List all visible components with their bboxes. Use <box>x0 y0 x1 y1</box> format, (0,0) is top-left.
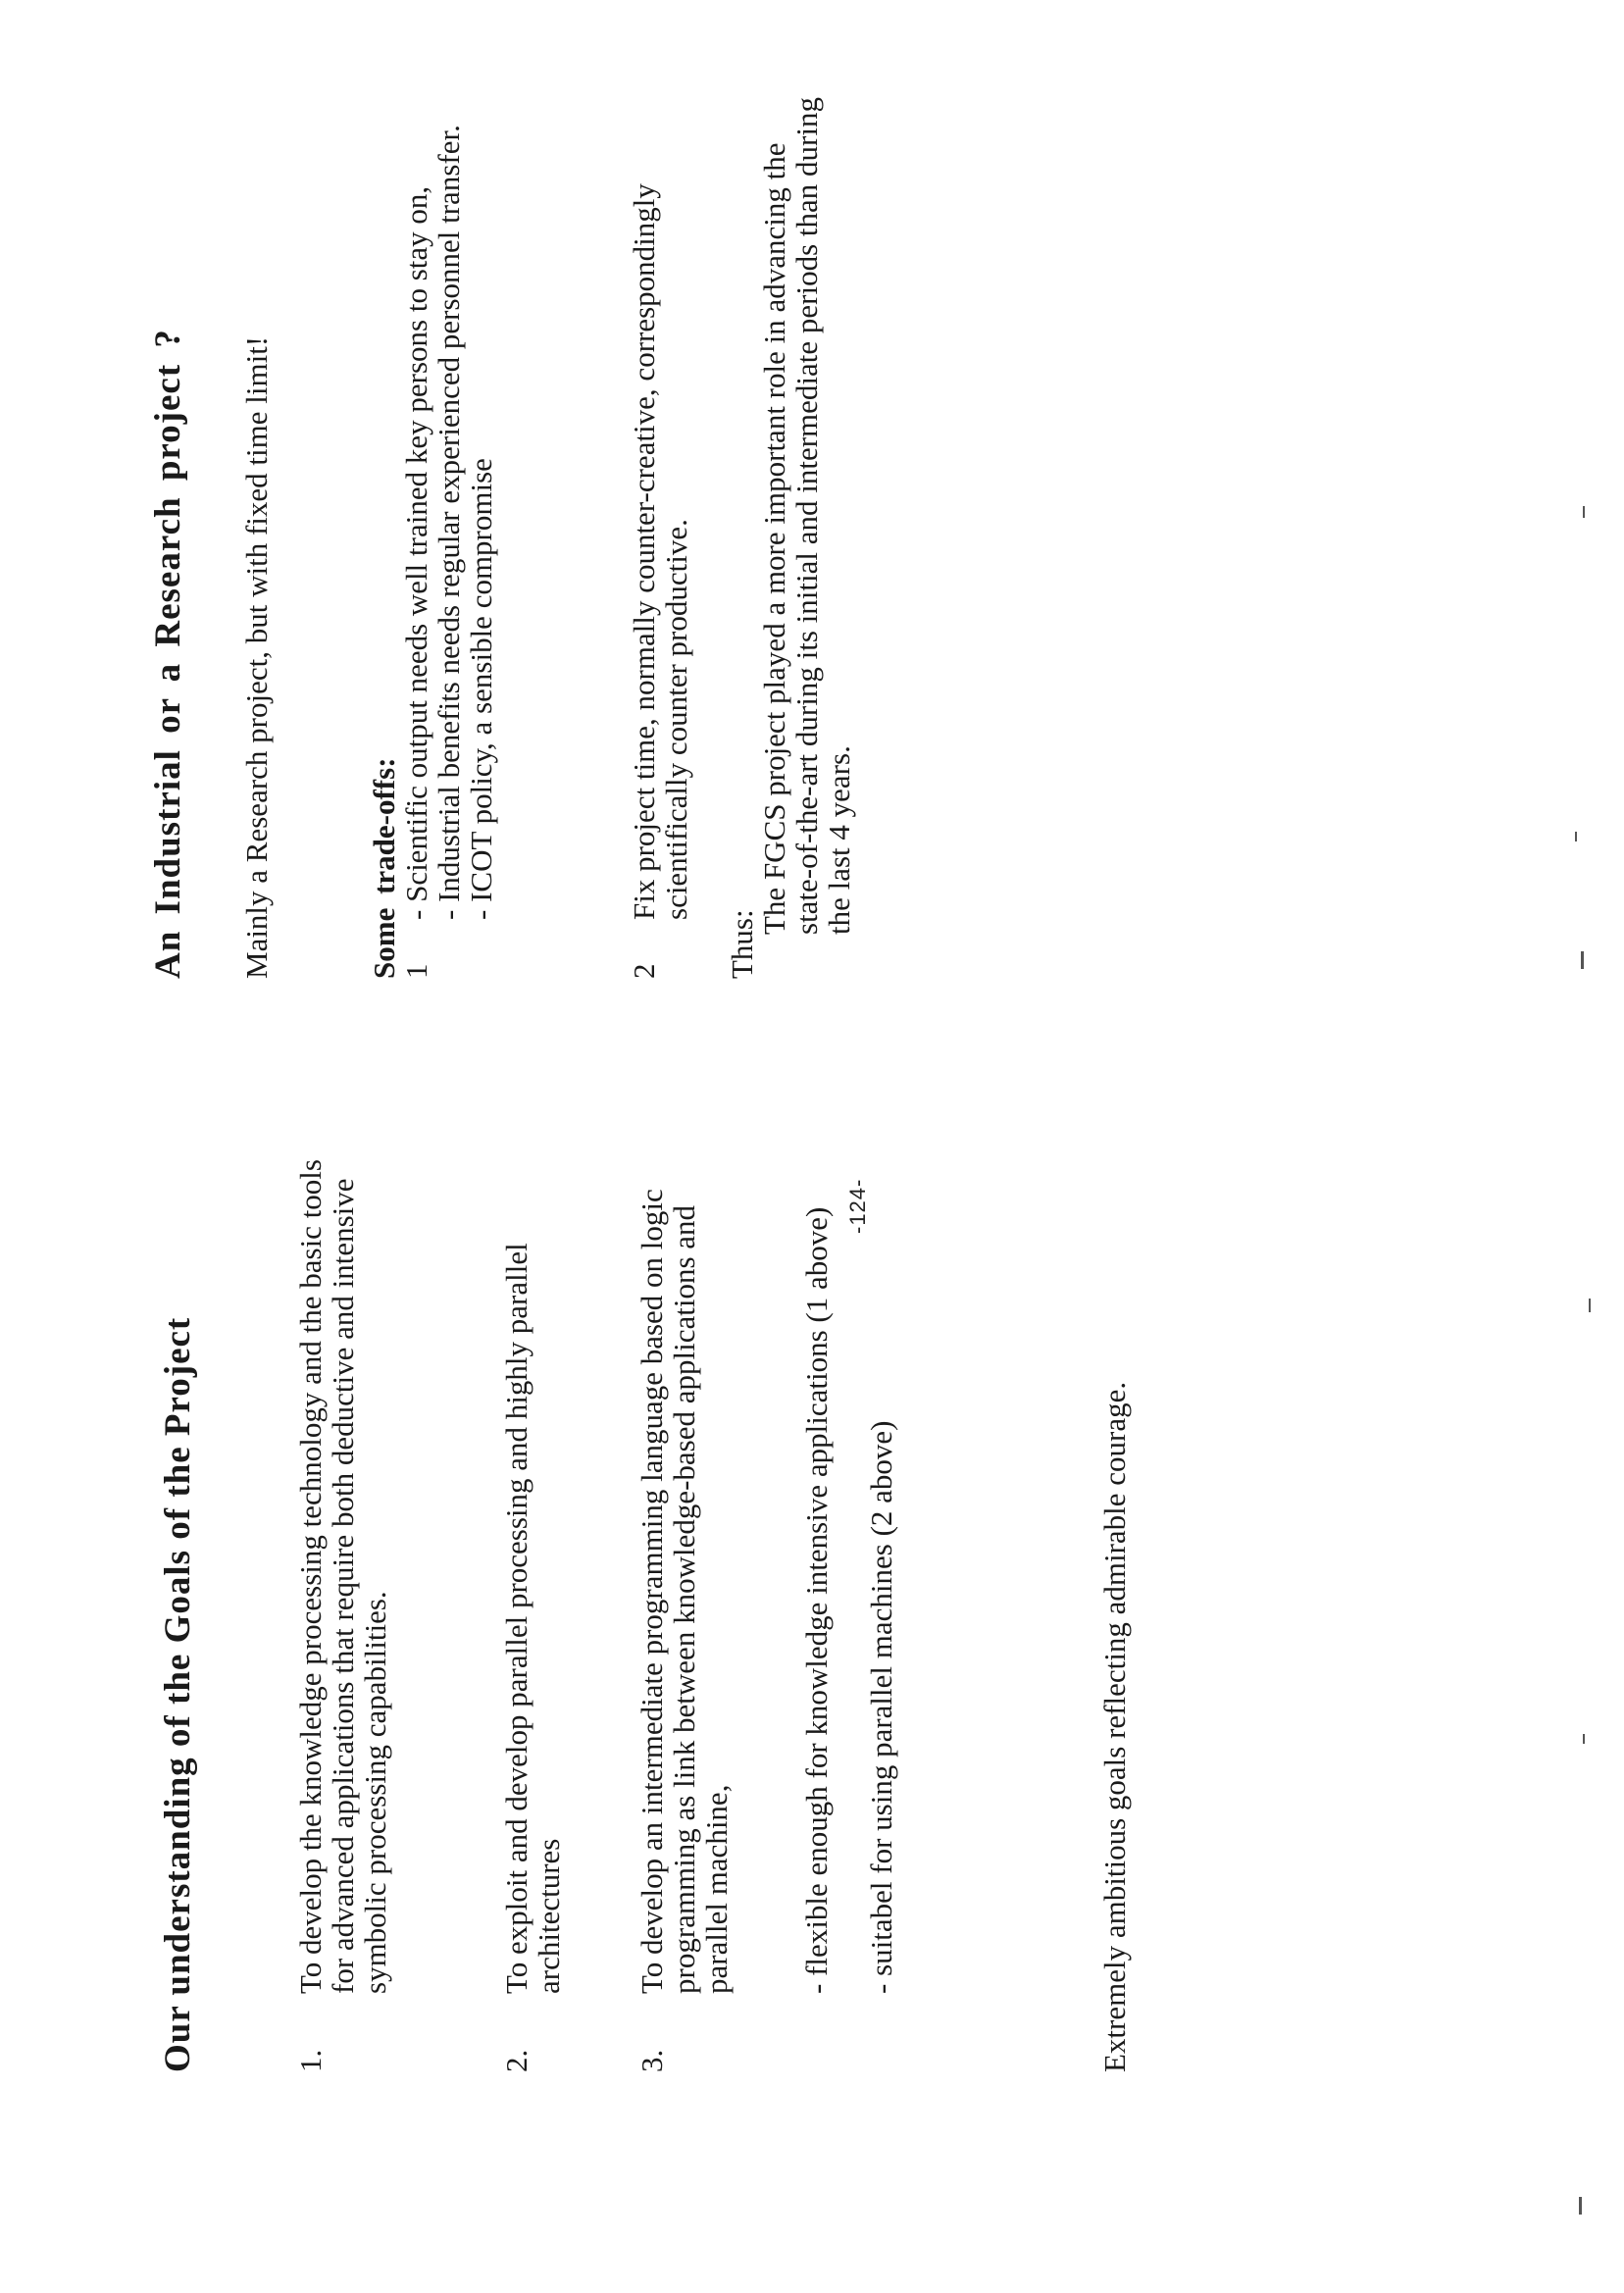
goal-text-2: To exploit and develop parallel processing and highly parallel architectures <box>499 1243 566 1994</box>
project-type-column <box>0 67 1624 979</box>
scan-mark <box>1589 1299 1591 1312</box>
tradeoff-1-bullet-3: - ICOT policy, a sensible compromise <box>464 458 498 920</box>
goal-3-sub-1: - flexible enough for knowledge intensive applications (1 above) <box>799 1206 834 1994</box>
goals-column <box>0 1092 1624 2072</box>
page-number: -124- <box>845 1178 870 1234</box>
tradeoff-text-2: Fix project time, normally counter-creative, correspondingly scientifically counter productive. <box>627 183 693 920</box>
project-type-heading: An Industrial or a Research project ? <box>148 329 188 979</box>
scan-mark <box>1583 1734 1585 1744</box>
goal-3-sub-2: - suitabel for using parallel machines (2 above) <box>864 1420 898 1994</box>
goal-number-2: 2. <box>499 2049 533 2072</box>
goal-number-3: 3. <box>634 2049 669 2072</box>
goals-closing-note: Extremely ambitious goals reflecting admirable courage. <box>1097 1381 1132 2072</box>
scan-mark <box>1579 2197 1582 2215</box>
tradeoff-1-bullet-2: - Industrial benefits needs regular experienced personnel transfer. <box>431 125 466 920</box>
goal-number-1: 1. <box>293 2049 328 2072</box>
tradeoff-number-2: 2 <box>627 963 661 979</box>
goal-text-3-main: To develop an intermediate programming language based on logic programming as link between knowledge-based applications and parallel machine, <box>634 1189 734 1994</box>
goal-text-1: To develop the knowledge processing technology and the basic tools for advanced applications that require both deductive and intensive symbolic processing capabilities. <box>293 1159 392 1994</box>
thus-conclusion: The FGCS project played a more important role in advancing the state-of-the-art during its initial and intermediate periods than during the last 4 years. <box>757 97 856 935</box>
tradeoffs-title: Some trade-offs: <box>367 757 401 979</box>
scan-mark <box>1575 832 1577 841</box>
scan-mark <box>1583 506 1585 518</box>
tradeoff-number-1: 1 <box>399 963 433 979</box>
goals-heading: Our understanding of the Goals of the Project <box>158 1316 198 2072</box>
project-type-intro: Mainly a Research project, but with fixed time limit! <box>239 335 274 979</box>
goal-text-3 <box>635 1131 733 1994</box>
tradeoff-1-bullet-1: - Scientific output needs well trained key persons to stay on, <box>399 185 433 920</box>
tradeoff-text-1 <box>400 76 497 920</box>
thus-label: Thus: <box>725 909 759 979</box>
scan-mark <box>1581 951 1584 969</box>
